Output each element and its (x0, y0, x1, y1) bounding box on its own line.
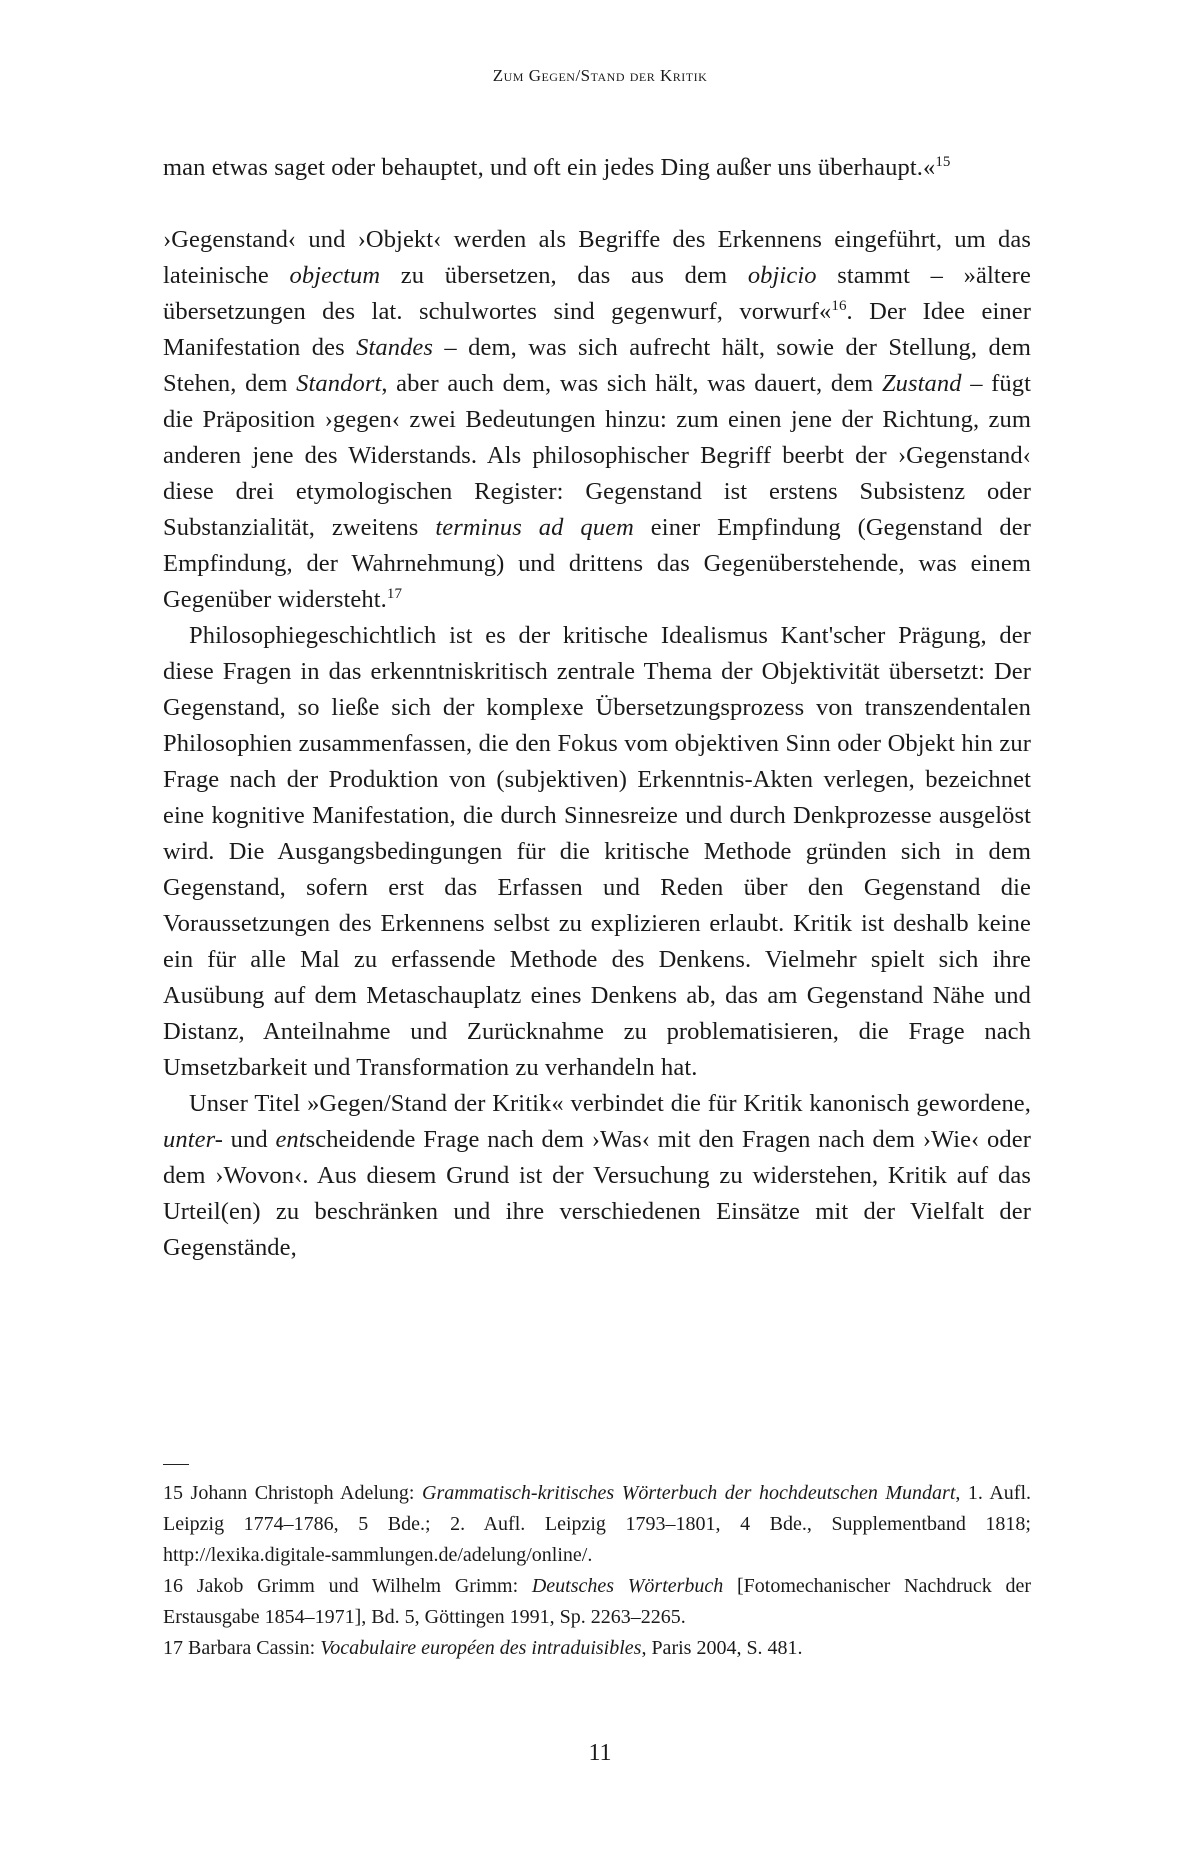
text-run: scheidende Frage nach dem ›Was‹ mit den Fragen nach dem ›Wie‹ oder dem ›Wovon‹. Aus diesem Grund ist der Versuchung zu widerstehen, Kritik auf das Urteil(en) zu beschränken und ihre verschiedenen Einsätze mit der Vielfalt der Gegenstände, (163, 1126, 1031, 1261)
paragraph-philosophiegeschichte: Philosophiegeschichtlich ist es der kritische Idealismus Kant'scher Prägung, der diese Fragen in das erkenntniskritisch zentrale Thema der Objektivität übersetzt: Der Gegenstand, so ließe sich der komplexe Übersetzungsprozess von transzendentalen Philosophien zusammenfassen, die den Fokus vom objektiven Sinn oder Objekt hin zur Frage nach der Produktion von (subjektiven) Erkenntnis-Akten verlegen, bezeichnet eine kognitive Manifestation, die durch Sinnesreize und durch Denkprozesse ausgelöst wird. Die Ausgangsbedingungen für die kritische Methode gründen sich in dem Gegenstand, sofern erst das Erfassen und Reden über den Gegenstand die Voraussetzungen des Erkennens selbst zu explizieren erlaubt. Kritik ist deshalb keine ein für alle Mal zu erfassende Methode des Denkens. Vielmehr spielt sich ihre Ausübung auf dem Metaschauplatz eines Denkens ab, das am Gegenstand Nähe und Distanz, Anteilnahme und Zurücknahme zu problematisieren, die Frage nach Umsetzbarkeit und Transformation zu verhandeln hat. (163, 622, 1031, 1081)
footnote-ref-17: 17 (386, 585, 403, 602)
footnote-number: 15 (163, 1482, 183, 1504)
footnote-number: 17 (163, 1637, 183, 1659)
footnotes (163, 1478, 1031, 1664)
paragraph-continuation (163, 150, 1031, 186)
footnote-title: Deutsches Wörterbuch (531, 1575, 724, 1597)
footnote-text: , 1. Aufl. Leipzig 1774–1786, 5 Bde.; 2. Aufl. Leipzig 1793–1801, 4 Bde., Supplementband 1818; http://lexika.digitale-sammlungen.de/adelung/online/. (163, 1482, 1032, 1566)
text-run: zu übersetzen, das aus dem (380, 262, 748, 289)
text-run: einer Empfindung (Gegenstand der Empfindung, der Wahrnehmung) und drittens das Gegenüberstehende, was einem Gegenüber widersteht. (163, 514, 1032, 613)
italic-term: unter- (163, 1126, 223, 1153)
running-head: Zum Gegen/Stand der Kritik (492, 66, 708, 85)
italic-term: ent (275, 1126, 306, 1153)
paragraph-gegenstand-objekt (163, 222, 1031, 618)
text-run: und (222, 1126, 276, 1153)
italic-term: Zustand (881, 370, 962, 397)
footnote-title: Vocabulaire européen des intraduisibles (320, 1637, 642, 1659)
paragraph-titel (163, 1086, 1031, 1266)
text-run: . Der Idee einer Manifestation des (163, 298, 1031, 361)
footnote-title: Grammatisch-kritisches Wörterbuch der hochdeutschen Mundart (422, 1482, 956, 1504)
footnote-text: Jakob Grimm und Wilhelm Grimm: (196, 1575, 532, 1597)
footnote-number: 16 (163, 1575, 183, 1597)
footnote-17 (163, 1633, 1031, 1664)
italic-term: Standort (296, 370, 382, 397)
main-text (163, 150, 1031, 1266)
text-run: , aber auch dem, was sich hält, was dauert, dem (381, 370, 882, 397)
italic-term: objectum (289, 262, 381, 289)
footnote-divider (163, 1464, 189, 1465)
footnote-text: [Fotomechanischer Nachdruck der Erstausgabe 1854–1971], Bd. 5, Göttingen 1991, Sp. 2263–2265. (163, 1575, 1031, 1628)
footnote-ref-16: 16 (831, 297, 847, 314)
text-run: Unser Titel »Gegen/Stand der Kritik« verbindet die für Kritik kanonisch gewordene, (189, 1090, 1031, 1117)
footnote-15 (163, 1478, 1031, 1571)
italic-term: objicio (747, 262, 817, 289)
text-run: – fügt die Präposition ›gegen‹ zwei Bedeutungen hinzu: zum einen jene der Richtung, zum anderen jene des Widerstands. Als philosophischer Begriff beerbt der ›Gegenstand‹ diese drei etymologischen Register: Gegenstand ist erstens Subsistenz oder Substanzialität, zweitens (163, 370, 1031, 541)
footnote-text: , Paris 2004, S. 481. (641, 1637, 803, 1659)
footnote-16 (163, 1571, 1031, 1633)
text-run: stammt – »ältere übersetzungen des lat. schulwortes sind gegenwurf, vorwurf« (163, 262, 1032, 325)
italic-term: terminus ad quem (435, 514, 634, 541)
text-run: – dem, was sich aufrecht hält, sowie der Stellung, dem Stehen, dem (163, 334, 1031, 397)
italic-term: Standes (356, 334, 434, 361)
footnote-text: Barbara Cassin: (188, 1637, 321, 1659)
text-run: ›Gegenstand‹ und ›Objekt‹ werden als Begriffe des Erkennens eingeführt, um das lateinische (163, 226, 1031, 289)
footnote-ref-15: 15 (935, 153, 951, 170)
footnote-text: Johann Christoph Adelung: (190, 1482, 423, 1504)
paragraph-text: man etwas saget oder behauptet, und oft ein jedes Ding außer uns überhaupt.« (163, 154, 936, 181)
page-number: 11 (588, 1740, 612, 1766)
